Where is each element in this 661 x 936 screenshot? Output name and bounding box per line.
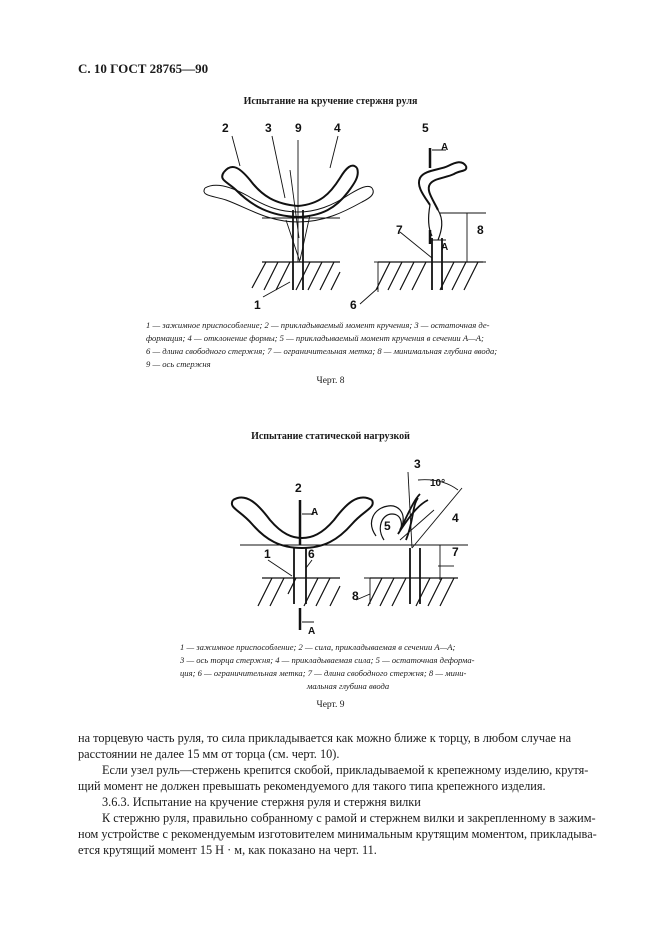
fig9-label-4: 4 (452, 511, 459, 525)
fig8-caption-line: 9 — ось стержня (146, 359, 211, 369)
fig8-label-4: 4 (334, 121, 341, 135)
fig9-label-8: 8 (352, 589, 359, 603)
fig9-label-6: 6 (308, 547, 315, 561)
fig8-caption-line: 1 — зажимное приспособление; 2 — прикладываемый момент кручения; 3 — остаточная де- (146, 320, 490, 330)
fig9-label-10deg: 10° (430, 478, 446, 489)
figure8-title: Испытание на кручение стержня руля (243, 96, 418, 107)
paragraph-line: К стержню руля, правильно собранному с рамой и стержнем вилки и закрепленному в зажим- (102, 811, 596, 825)
figure9-drawing (0, 450, 661, 650)
fig8-label-5: 5 (422, 121, 429, 135)
fig8-label-7: 7 (396, 223, 403, 237)
paragraph-line: ном устройстве с рекомендуемым изготовителем минимальным крутящим моментом, прикладыва- (78, 827, 597, 841)
paragraph-line: щий момент не должен превышать рекомендуемого для такого типа крепежного изделия. (78, 779, 546, 793)
figure8-drawing (0, 110, 661, 310)
figure9-title: Испытание статической нагрузкой (251, 431, 410, 442)
paragraph-line: ется крутящий момент 15 Н · м, как показано на черт. 11. (78, 843, 377, 857)
figure9-chert: Черт. 9 (316, 700, 345, 710)
fig8-caption-line: формация; 4 — отклонение формы; 5 — прикладываемый момент кручения в сечении А—А; (146, 333, 484, 343)
fig8-label-2: 2 (222, 121, 229, 135)
fig9-label-3: 3 (414, 457, 421, 471)
fig9-label-a1: А (311, 507, 319, 518)
fig8-label-a1: А (441, 142, 449, 153)
page-header: С. 10 ГОСТ 28765—90 (78, 61, 209, 76)
paragraph-line: расстоянии не далее 15 мм от торца (см. черт. 10). (78, 747, 340, 761)
fig9-label-1: 1 (264, 547, 271, 561)
fig8-label-8: 8 (477, 223, 484, 237)
fig8-label-a2: А (441, 242, 449, 253)
fig9-label-a2: А (308, 626, 316, 637)
fig8-label-1: 1 (254, 298, 261, 312)
figure8-labels (222, 121, 484, 312)
body-text (78, 730, 613, 858)
fig9-label-5: 5 (384, 519, 391, 533)
fig9-caption-line: ция; 6 — ограничительная метка; 7 — длина свободного стержня; 8 — мини- (180, 668, 467, 678)
fig8-label-3: 3 (265, 121, 272, 135)
fig8-caption-line: 6 — длина свободного стержня; 7 — ограничительная метка; 8 — минимальная глубина ввода; (146, 346, 498, 356)
fig9-caption-line: 1 — зажимное приспособление; 2 — сила, прикладываемая в сечении А—А; (180, 642, 456, 652)
figure8-chert: Черт. 8 (316, 376, 345, 386)
paragraph-line: Если узел руль—стержень крепится скобой, прикладываемой к крепежному изделию, крутя- (102, 763, 589, 777)
figure9-caption (180, 641, 516, 693)
fig9-caption-line: мальная глубина ввода (306, 681, 390, 691)
fig8-label-9: 9 (295, 121, 302, 135)
fig9-label-7: 7 (452, 545, 459, 559)
paragraph-line: на торцевую часть руля, то сила прикладывается как можно ближе к торцу, в любом случае на (78, 731, 572, 745)
fig9-caption-line: 3 — ось торца стержня; 4 — прикладываемая сила; 5 — остаточная деформа- (180, 655, 475, 665)
fig9-label-2: 2 (295, 481, 302, 495)
figure8-caption (146, 319, 517, 371)
section-heading: 3.6.3. Испытание на кручение стержня руля и стержня вилки (102, 795, 421, 809)
fig8-label-6: 6 (350, 298, 357, 312)
